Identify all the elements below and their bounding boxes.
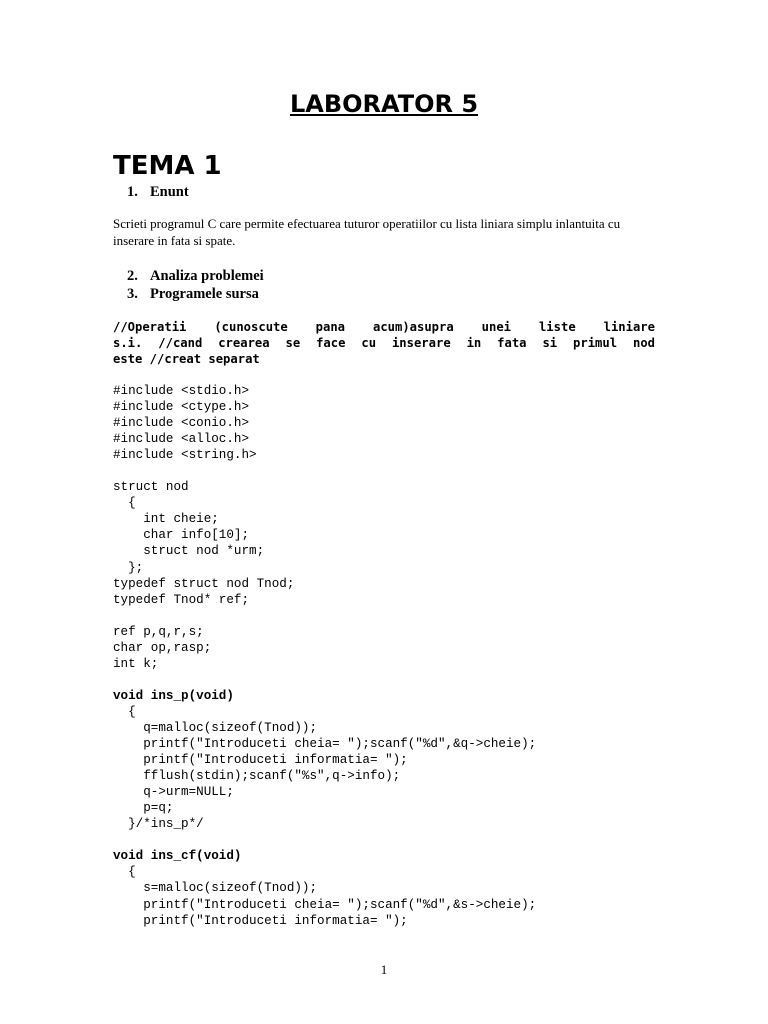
page-number: 1 [380, 962, 388, 977]
section-label: Enunt [150, 184, 189, 200]
code-line: void ins_cf(void) [113, 849, 242, 864]
section-label: Analiza problemei [150, 268, 264, 284]
code-line [113, 463, 536, 479]
source-code-block [113, 383, 536, 929]
code-line [113, 672, 536, 688]
code-line: int cheie; [113, 512, 219, 527]
comment-line: este //creat separat [113, 352, 260, 366]
code-line: char info[10]; [113, 528, 250, 543]
code-line: }; [113, 560, 144, 575]
code-line: #include <ctype.h> [113, 400, 250, 415]
section-item-programe [127, 286, 259, 303]
code-line: #include <alloc.h> [113, 432, 250, 447]
code-line [113, 832, 536, 848]
code-line: { [113, 496, 136, 511]
code-line: q=malloc(sizeof(Tnod)); [113, 720, 318, 735]
code-line: s=malloc(sizeof(Tnod)); [113, 881, 318, 896]
code-line: printf("Introduceti cheia= ");scanf("%d",&q->cheie); [113, 737, 537, 752]
document-title: LABORATOR 5 [289, 90, 479, 118]
code-line [113, 608, 536, 624]
section-number: 3. [127, 286, 138, 302]
code-line: #include <string.h> [113, 448, 257, 463]
section-number: 1. [127, 184, 138, 200]
comment-line: //Operatii (cunoscute pana acum)asupra unei liste liniare [113, 320, 655, 334]
code-line: ref p,q,r,s; [113, 624, 204, 639]
code-line: #include <stdio.h> [113, 384, 250, 398]
comment-line: s.i. //cand crearea se face cu inserare in fata si primul nod [113, 336, 655, 350]
code-line: p=q; [113, 801, 174, 816]
code-line: int k; [113, 656, 159, 671]
code-line: printf("Introduceti cheia= ");scanf("%d",&s->cheie); [113, 897, 537, 912]
code-line: void ins_p(void) [113, 688, 234, 703]
code-line: typedef Tnod* ref; [113, 592, 250, 607]
code-comment-block [113, 319, 655, 367]
section-heading: TEMA 1 [113, 151, 222, 181]
code-line: typedef struct nod Tnod; [113, 576, 295, 591]
code-line: printf("Introduceti informatia= "); [113, 913, 408, 928]
code-line: { [113, 865, 136, 880]
code-line: #include <conio.h> [113, 416, 250, 431]
code-line: printf("Introduceti informatia= "); [113, 753, 408, 768]
code-line: q->urm=NULL; [113, 785, 234, 800]
task-paragraph: Scrieti programul C care permite efectuarea tuturor operatiilor cu lista liniara simplu inlantuita cu inserare in fata si spate. [113, 216, 621, 248]
code-line: char op,rasp; [113, 640, 212, 655]
section-item-enunt [127, 184, 189, 201]
section-label: Programele sursa [150, 286, 259, 302]
section-item-analiza [127, 268, 264, 285]
code-line: struct nod [113, 480, 189, 495]
section-number: 2. [127, 268, 138, 284]
code-line: fflush(stdin);scanf("%s",q->info); [113, 769, 401, 784]
code-line: { [113, 704, 136, 719]
code-line: }/*ins_p*/ [113, 817, 204, 832]
code-line: struct nod *urm; [113, 544, 265, 559]
